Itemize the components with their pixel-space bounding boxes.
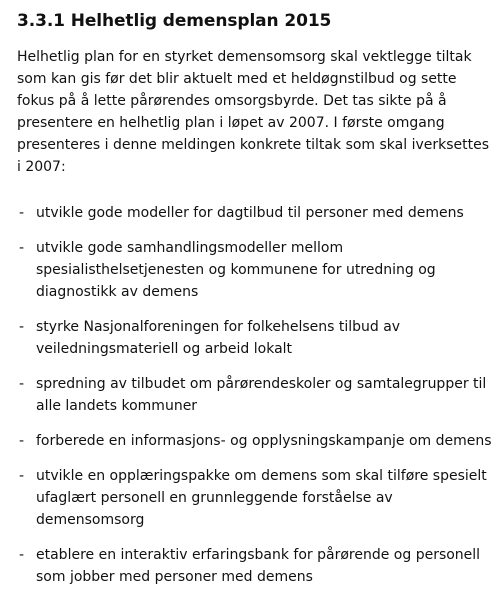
- dash-bullet: -: [19, 319, 25, 335]
- list-item-text: forberede en informasjons- og opplysningskampanje om demens: [36, 433, 492, 449]
- list-item-text: utvikle en opplæringspakke om demens som skal tilføre spesielt ufaglært personell en grunnleggende forståelse av demensomsorg: [36, 468, 487, 528]
- dash-bullet: -: [19, 205, 25, 221]
- dash-bullet: -: [19, 240, 25, 256]
- section-heading: 3.3.1 Helhetlig demensplan 2015: [17, 11, 332, 31]
- dash-bullet: -: [19, 547, 25, 563]
- list-item: [17, 373, 492, 417]
- intro-paragraph: Helhetlig plan for en styrket demensomsorg skal vektlegge tiltak som kan gis før det blir aktuelt med et heldøgnstilbud og sette fokus på å lette pårørendes omsorgsbyrde. Det tas sikte på å presentere en helhetlig plan i løpet av 2007. I første omgang presenteres i denne meldingen konkrete tiltak som skal iverksettes i 2007:: [17, 49, 490, 175]
- list-item-text: etablere en interaktiv erfaringsbank for pårørende og personell som jobber med personer med demens: [36, 547, 481, 585]
- list-item: [17, 465, 492, 531]
- list-item: [17, 202, 492, 224]
- list-item: [17, 237, 492, 303]
- list-item-text: spredning av tilbudet om pårørendeskoler og samtalegrupper til alle landets kommuner: [36, 376, 487, 414]
- list-item: [17, 430, 492, 452]
- list-item-text: styrke Nasjonalforeningen for folkehelsens tilbud av veiledningsmateriell og arbeid lokalt: [36, 319, 401, 357]
- list-item-text: utvikle gode samhandlingsmodeller mellom spesialisthelsetjenesten og kommunene for utredning og diagnostikk av demens: [36, 240, 436, 300]
- measures-list: [17, 202, 492, 588]
- list-item: [17, 316, 492, 360]
- list-item: [17, 544, 492, 588]
- dash-bullet: -: [19, 376, 25, 392]
- dash-bullet: -: [19, 468, 25, 484]
- list-item-text: utvikle gode modeller for dagtilbud til personer med demens: [36, 205, 464, 221]
- dash-bullet: -: [19, 433, 25, 449]
